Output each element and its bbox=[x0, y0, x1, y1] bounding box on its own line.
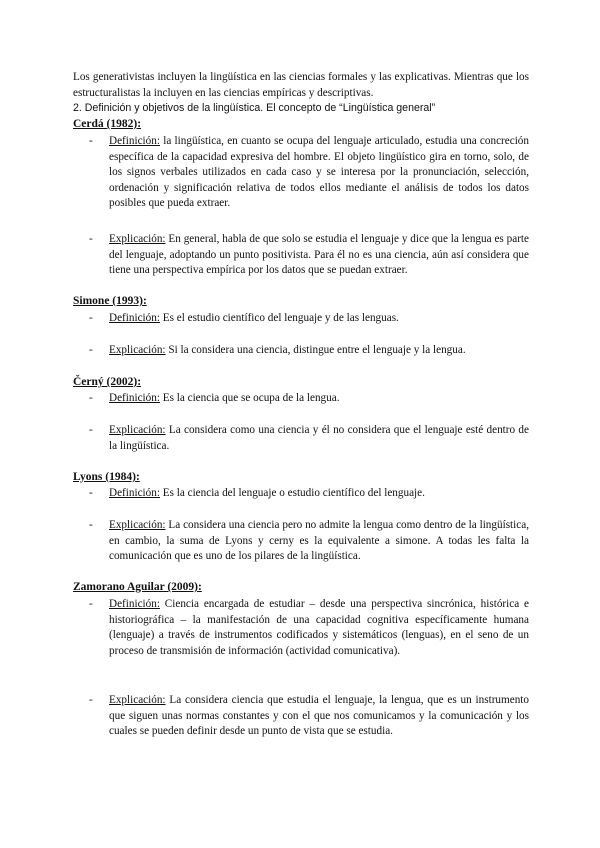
intro-paragraph: Los generativistas incluyen la lingüística en las ciencias formales y las explicativas. Mientras que los estructuralistas la incluyen en las ciencias empíricas y descriptivas. bbox=[73, 71, 529, 99]
item-text: La considera una ciencia pero no admite la lengua como dentro de la lingüística, en cambio, la suma de Lyons y cerny es la equivalente a simone. A todas les falta la comunicación que es uno de los pilares de la lingüística. bbox=[109, 519, 529, 562]
item-text: Es la ciencia que se ocupa de la lengua. bbox=[159, 392, 340, 404]
explanation-item bbox=[89, 693, 529, 740]
item-body bbox=[109, 423, 529, 454]
item-label: Explicación: bbox=[109, 424, 166, 436]
item-label: Explicación: bbox=[109, 344, 166, 356]
item-text: Si la considera una ciencia, distingue entre el lenguaje y la lengua. bbox=[165, 344, 466, 356]
item-label: Definición: bbox=[109, 598, 160, 610]
item-body bbox=[109, 134, 529, 212]
explanation-item bbox=[89, 232, 529, 279]
definition-item bbox=[89, 391, 529, 407]
item-text: la lingüística, en cuanto se ocupa del lenguaje articulado, estudia una concreción específica de la capacidad expresiva del hombre. El objeto lingüístico gira en torno, solo, de los signos verbales utilizados en cada caso y se interesa por la pronunciación, selección, ordenación y significación relativa de todos ellos mediante el análisis de todos los datos posibles que pueda extraer. bbox=[109, 135, 529, 209]
item-label: Definición: bbox=[109, 312, 160, 324]
item-body bbox=[109, 232, 529, 279]
item-text: Es el estudio científico del lenguaje y de las lenguas. bbox=[159, 312, 399, 324]
author-heading-zamorano: Zamorano Aguilar (2009): bbox=[73, 581, 202, 593]
item-body bbox=[109, 486, 529, 502]
explanation-item bbox=[89, 343, 529, 359]
section-heading: 2. Definición y objetivos de la lingüística. El concepto de “Lingüística general” bbox=[73, 102, 436, 114]
item-label: Definición: bbox=[109, 135, 160, 147]
item-label: Definición: bbox=[109, 487, 160, 499]
item-text: En general, habla de que solo se estudia el lenguaje y dice que la lengua es parte del lenguaje, adoptando un punto positivista. Para él no es una ciencia, aún así considera que tiene una perspectiva empírica por los datos que se puedan extraer. bbox=[109, 233, 529, 276]
explanation-item bbox=[89, 518, 529, 565]
author-heading-simone: Simone (1993): bbox=[73, 295, 147, 307]
bullet-dash: - bbox=[89, 424, 93, 436]
bullet-dash: - bbox=[89, 598, 93, 610]
bullet-dash: - bbox=[89, 487, 93, 499]
item-text: Es la ciencia del lenguaje o estudio científico del lenguaje. bbox=[159, 487, 425, 499]
item-body bbox=[109, 343, 529, 359]
bullet-dash: - bbox=[89, 233, 93, 245]
bullet-dash: - bbox=[89, 519, 93, 531]
item-label: Definición: bbox=[109, 392, 160, 404]
item-label: Explicación: bbox=[109, 519, 166, 531]
item-label: Explicación: bbox=[109, 694, 166, 706]
definition-item bbox=[89, 597, 529, 659]
item-text: Ciencia encargada de estudiar – desde una perspectiva sincrónica, histórica e historiográfica – la manifestación de una capacidad cognitiva específicamente humana (lenguaje) a través de instrumentos codificados y sistemáticos (lenguas), en el seno de un proceso de transmisión de información (actividad comunicativa). bbox=[109, 598, 529, 657]
author-heading-cerny: Černý (2002): bbox=[73, 376, 142, 388]
item-label: Explicación: bbox=[109, 233, 166, 245]
bullet-dash: - bbox=[89, 312, 93, 324]
bullet-dash: - bbox=[89, 344, 93, 356]
item-body bbox=[109, 597, 529, 659]
definition-item bbox=[89, 486, 529, 502]
intro-block bbox=[73, 70, 529, 117]
definition-item bbox=[89, 311, 529, 327]
item-text: La considera como una ciencia y él no considera que el lenguaje esté dentro de la lingüística. bbox=[109, 424, 529, 452]
item-body bbox=[109, 391, 529, 407]
bullet-dash: - bbox=[89, 135, 93, 147]
item-text: La considera ciencia que estudia el lenguaje, la lengua, que es un instrumento que siguen unas normas constantes y con el que nos comunicamos y la comunicación y los cuales se pueden definir desde un punto de vista que se estudia. bbox=[109, 694, 529, 737]
definition-item bbox=[89, 134, 529, 212]
explanation-item bbox=[89, 423, 529, 454]
item-body bbox=[109, 518, 529, 565]
bullet-dash: - bbox=[89, 392, 93, 404]
item-body bbox=[109, 693, 529, 740]
item-body bbox=[109, 311, 529, 327]
bullet-dash: - bbox=[89, 694, 93, 706]
author-heading-cerda: Cerdá (1982): bbox=[73, 118, 142, 130]
author-heading-lyons: Lyons (1984): bbox=[73, 471, 140, 483]
